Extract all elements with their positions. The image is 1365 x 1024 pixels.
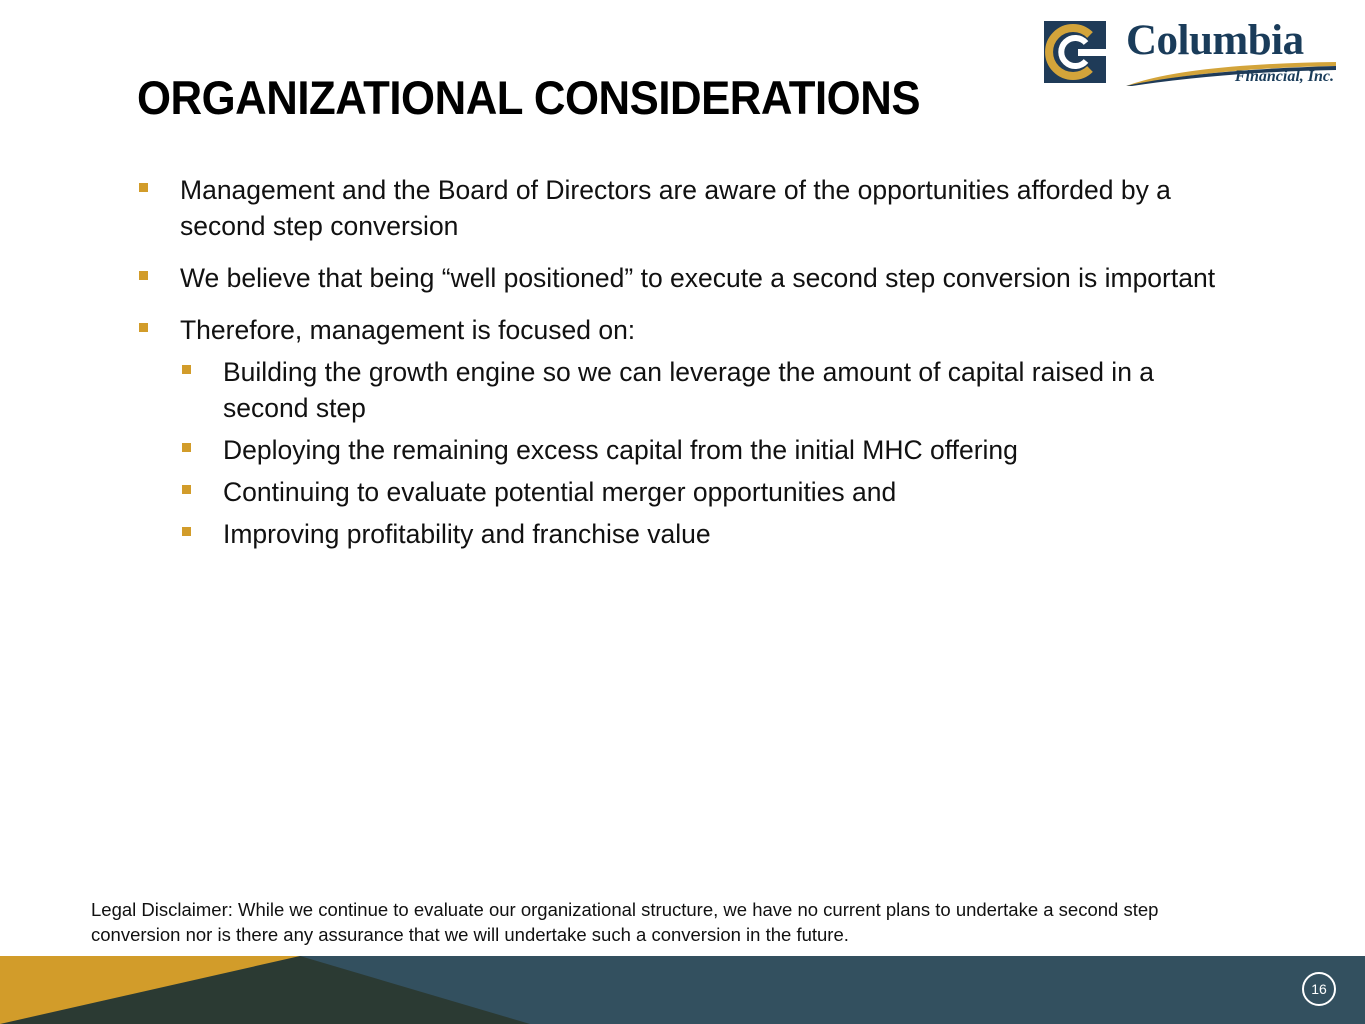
bullet-square-icon — [182, 365, 191, 374]
logo-wordmark: Columbia — [1126, 17, 1304, 64]
sub-bullet-item — [137, 432, 1227, 468]
bullet-item — [137, 260, 1227, 296]
sub-bullet-text: Improving profitability and franchise value — [223, 519, 711, 549]
bullet-item — [137, 312, 1227, 348]
bullet-content — [137, 172, 1227, 558]
page-number-badge: 16 — [1302, 972, 1336, 1006]
columbia-c-monogram-icon — [1044, 21, 1106, 83]
bullet-square-icon — [139, 183, 148, 192]
bullet-item — [137, 172, 1227, 244]
bullet-square-icon — [139, 271, 148, 280]
bullet-text: Management and the Board of Directors are aware of the opportunities afforded by a second step conversion — [180, 175, 1171, 241]
sub-bullet-text: Deploying the remaining excess capital from the initial MHC offering — [223, 435, 1018, 465]
bullet-square-icon — [139, 323, 148, 332]
company-logo — [1040, 16, 1340, 88]
sub-bullet-item — [137, 474, 1227, 510]
sub-bullet-text: Building the growth engine so we can leverage the amount of capital raised in a second step — [223, 357, 1155, 423]
logo-subtitle: Financial, Inc. — [1234, 68, 1334, 85]
bullet-square-icon — [182, 527, 191, 536]
sub-bullet-item — [137, 354, 1227, 426]
bullet-list — [137, 172, 1227, 552]
legal-disclaimer: Legal Disclaimer: While we continue to evaluate our organizational structure, we have no current plans to undertake a second step conversion nor is there any assurance that we will undertake such a conversion in the future. — [91, 899, 1159, 945]
bullet-text: We believe that being “well positioned” to execute a second step conversion is important — [180, 263, 1216, 293]
bullet-square-icon — [182, 443, 191, 452]
bullet-text: Therefore, management is focused on: — [180, 315, 636, 345]
bullet-square-icon — [182, 485, 191, 494]
slide-title: ORGANIZATIONAL CONSIDERATIONS — [137, 71, 921, 124]
sub-bullet-item — [137, 516, 1227, 552]
footer-band — [0, 956, 1365, 1024]
sub-bullet-text: Continuing to evaluate potential merger opportunities and — [223, 477, 897, 507]
